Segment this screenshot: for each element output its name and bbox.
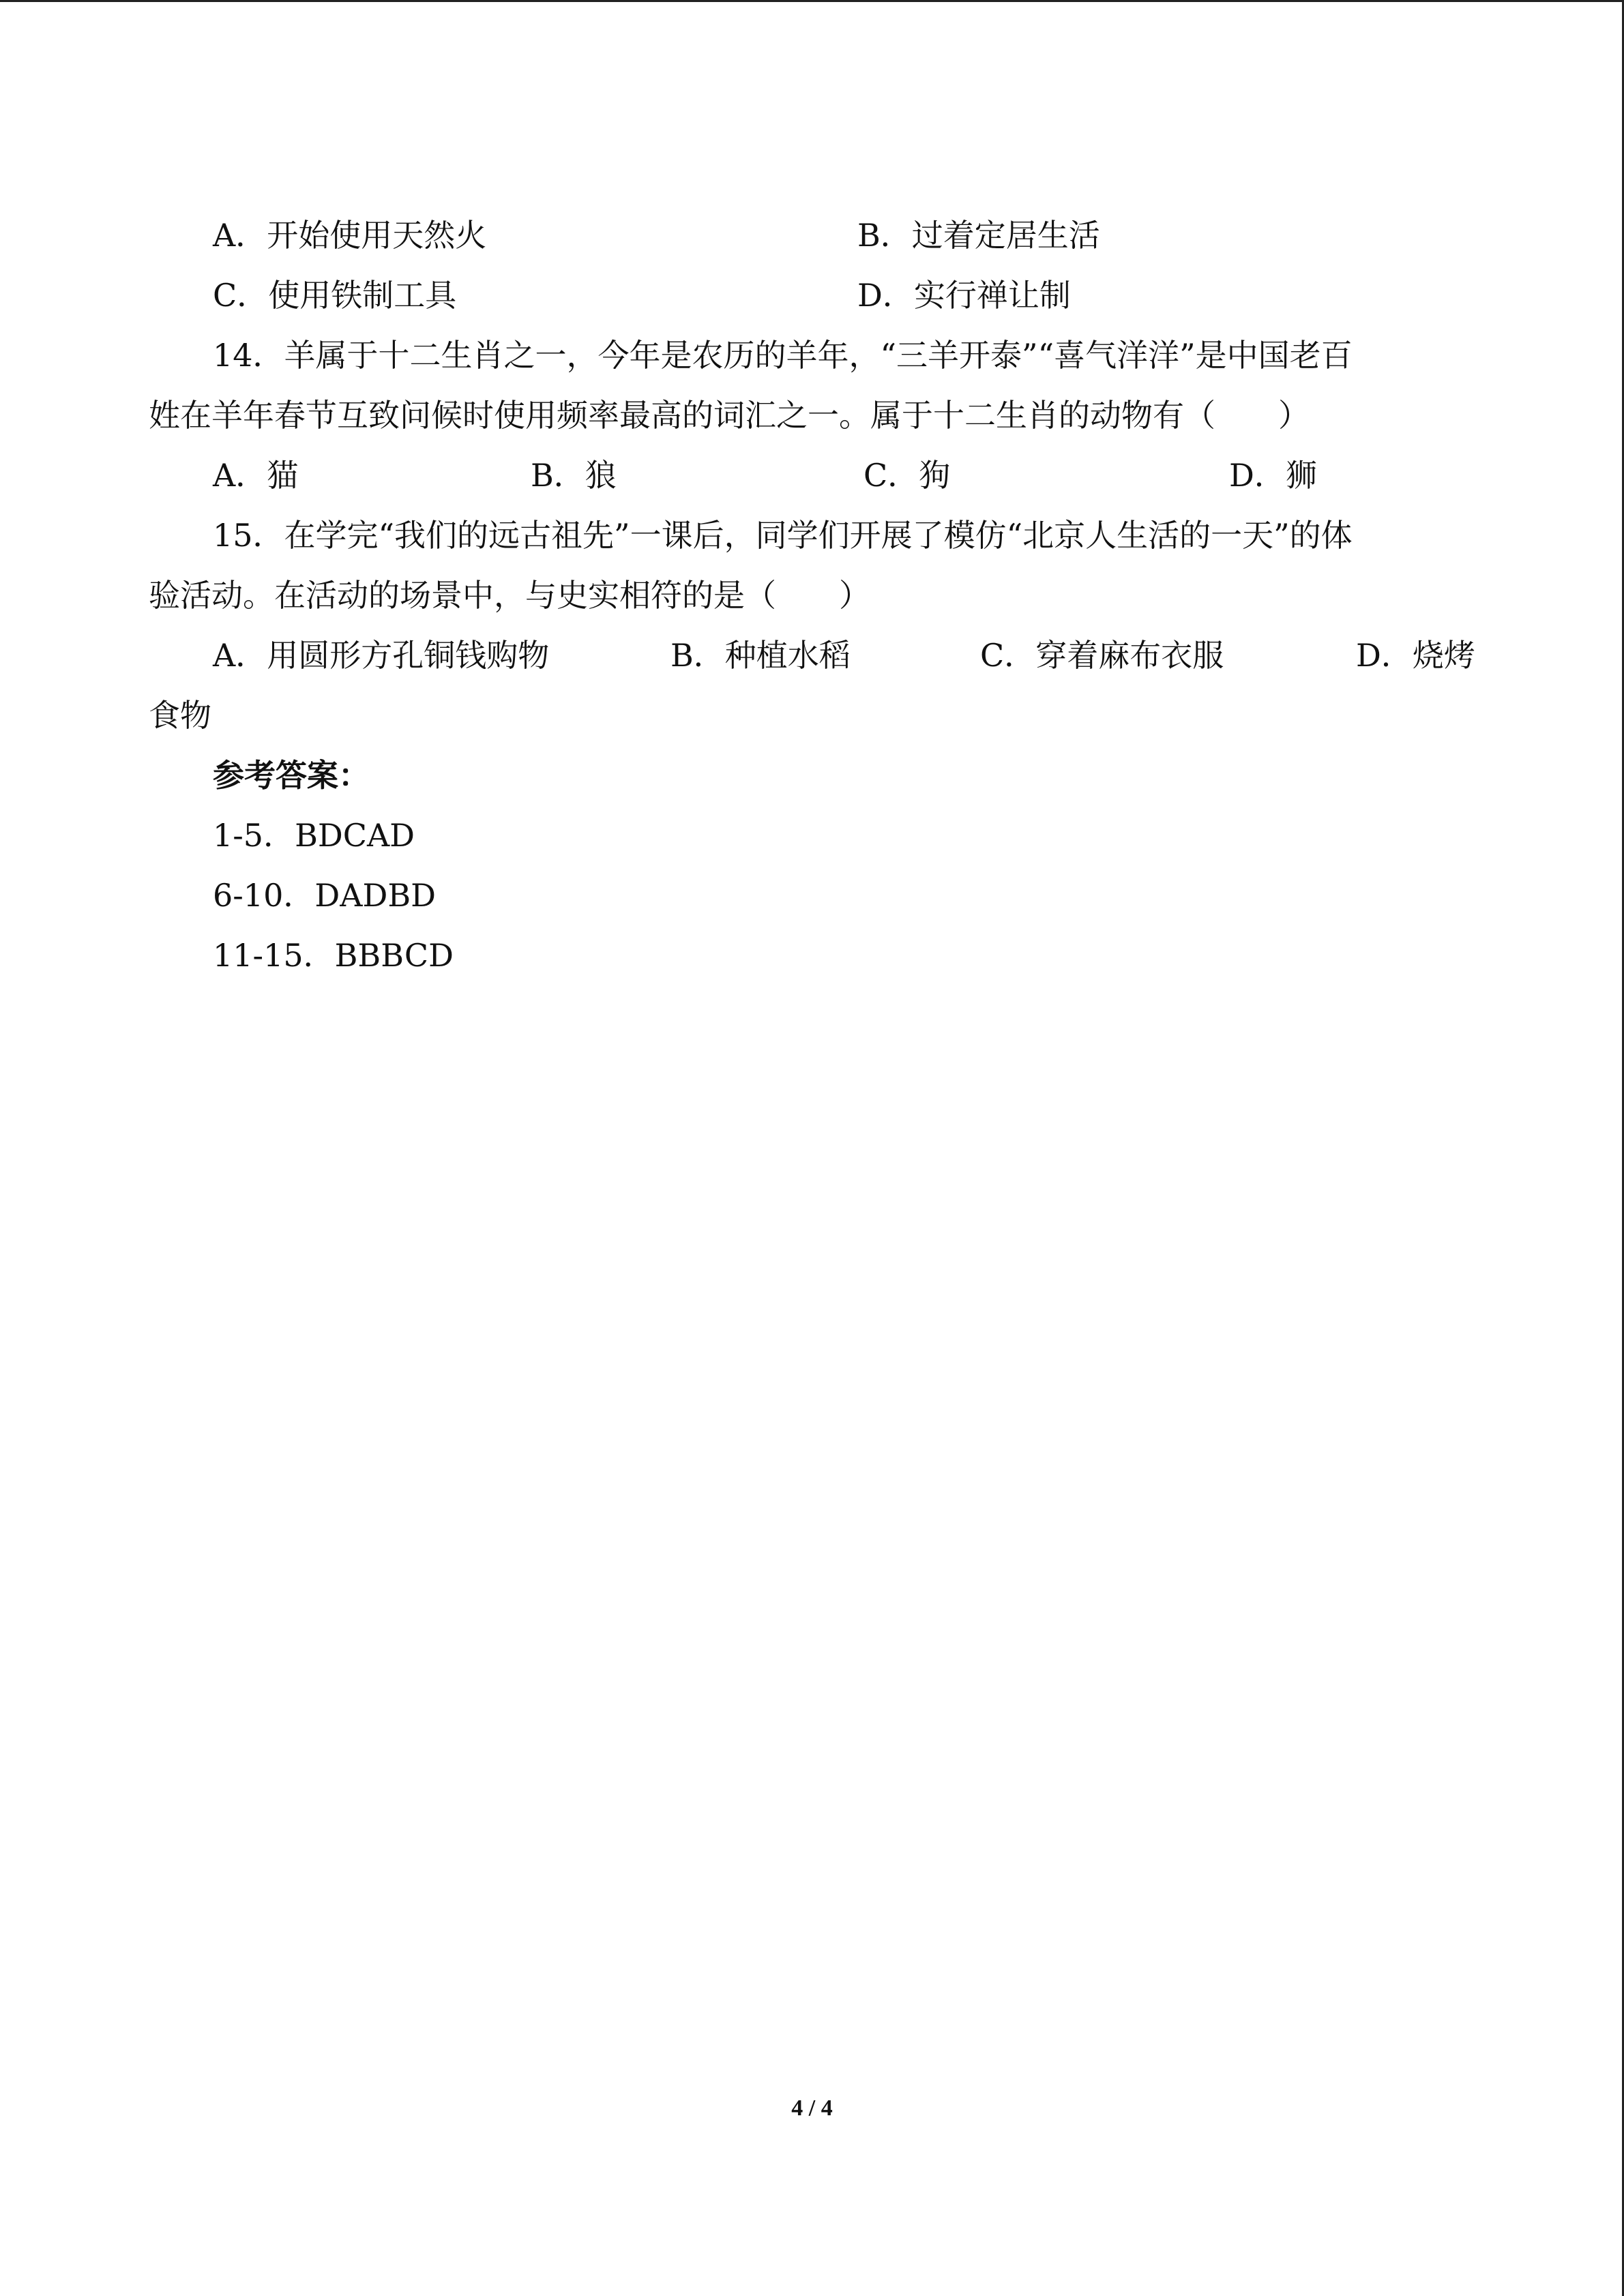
q15-option-b: B．种植水稻	[670, 637, 851, 674]
q14-option-a: A．猫	[213, 457, 299, 494]
q15-option-d-wrap: 食物	[149, 697, 211, 734]
q15-option-d: D．烧烤	[1356, 637, 1475, 674]
answer-line: 1-5．BDCAD	[213, 817, 415, 854]
q14-option-c: C．狗	[863, 457, 951, 494]
q13-option-d: D．实行禅让制	[857, 277, 1071, 314]
page-number: 4 / 4	[791, 2096, 833, 2121]
q14-option-b: B．狼	[531, 457, 617, 494]
q14-stem-line2: 姓在羊年春节互致问候时使用频率最高的词汇之一。属于十二生肖的动物有（ ）	[149, 397, 1310, 434]
q13-option-b: B．过着定居生活	[857, 217, 1100, 254]
answer-line: 6-10．DADBD	[213, 877, 437, 914]
q15-stem-line1: 15．在学完“我们的远古祖先”一课后，同学们开展了模仿“北京人生活的一天”的体	[213, 517, 1353, 554]
q15-stem-line2: 验活动。在活动的场景中，与史实相符的是（ ）	[149, 577, 870, 614]
q15-option-c: C．穿着麻布衣服	[980, 637, 1224, 674]
answer-line: 11-15．BBBCD	[213, 937, 454, 974]
answers-heading: 参考答案：	[213, 757, 370, 794]
q13-option-c: C．使用铁制工具	[213, 277, 457, 314]
q13-option-a: A．开始使用天然火	[213, 217, 487, 254]
q14-stem-line1: 14．羊属于十二生肖之一，今年是农历的羊年，“三羊开泰”“喜气洋洋”是中国老百	[213, 337, 1353, 374]
q14-option-d: D．狮	[1229, 457, 1317, 494]
q15-option-a: A．用圆形方孔铜钱购物	[213, 637, 550, 674]
